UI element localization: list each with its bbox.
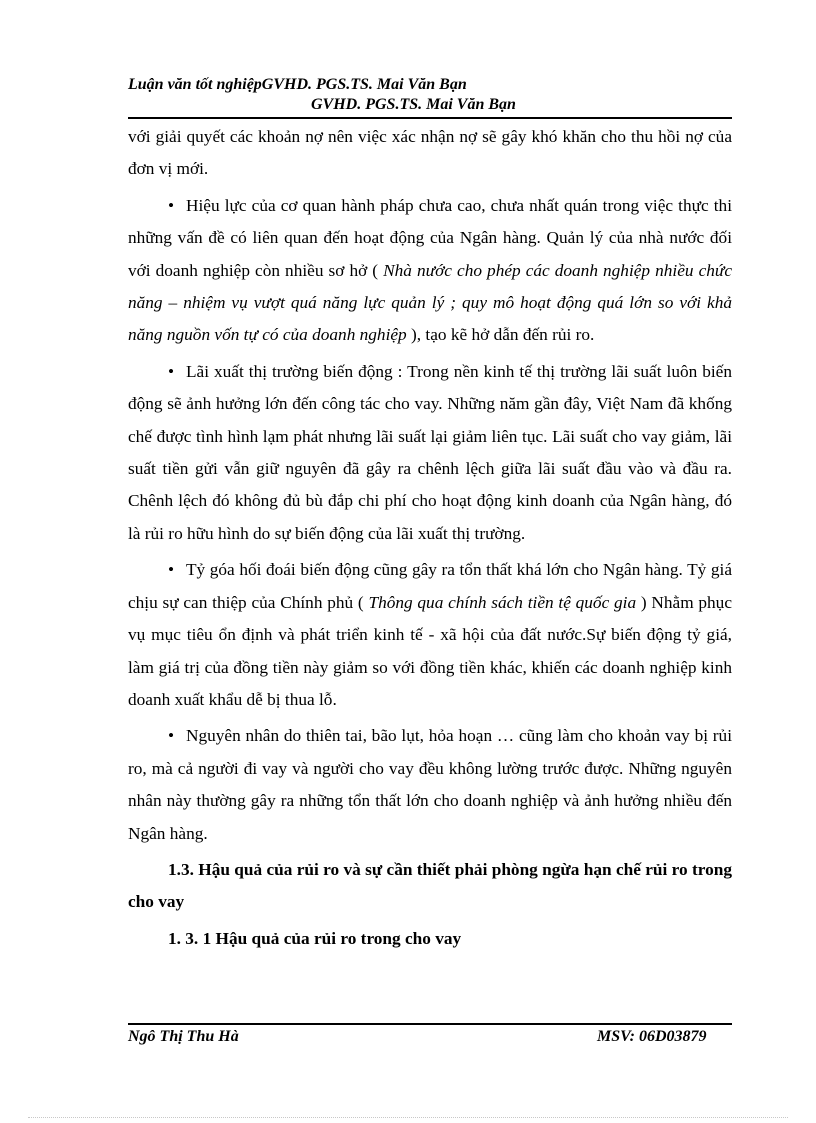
paragraph-italic: Nhà nước cho phép các doanh nghiệp nhiều chức năng – nhiệm vụ vượt quá năng lực quản lý ; quy mô hoạt động quá lớn so với khả năng nguồn vốn tự có của doanh nghiệp [128,260,732,345]
paragraph-exchange-rate [128,554,732,716]
footer-author: Ngô Thị Thu Hà [128,1028,239,1045]
paragraph-italic: Thông qua chính sách tiền tệ quốc gia [368,592,637,612]
paragraph-tail: ), tạo kẽ hở dẫn đến rủi ro. [411,325,595,345]
paragraph-text: Tỷ góa hối đoái biến động cũng gây ra tổn thất khá lớn cho Ngân hàng. Tỷ giá chịu sự can thiệp của Chính phủ ( [128,560,732,612]
footer-student-id: MSV: 06D03879 [597,1028,707,1045]
section-heading-1-3: 1.3. Hậu quả của rủi ro và sự cần thiết phải phòng ngừa hạn chế rủi ro trong cho vay [128,859,732,912]
bullet-icon: • [168,195,175,215]
paragraph-natural-disaster [128,720,732,850]
footer-rule [128,1023,732,1025]
page-edge-dotted-line [28,1117,788,1118]
bullet-icon: • [168,361,175,381]
header-rule [128,117,732,119]
body-text [128,121,732,959]
paragraph-text: Lãi xuất thị trường biến động : Trong nền kinh tế thị trường lãi suất luôn biến động sẽ ảnh hưởng lớn đến công tác cho vay. Những năm gần đây, Việt Nam đã khống chế được tình hình lạm phát nhưng lãi suất lại giảm liên tục. Lãi suất cho vay giảm, lãi suất tiền gửi vẫn giữ nguyên đã gây ra chênh lệch giữa lãi suất đầu vào và đầu ra. Chênh lệch đó không đủ bù đắp chi phí cho hoạt động kinh doanh của Ngân hàng, đó là rủi ro hữu hình do sự biến động của lãi xuất thị trường. [128,361,732,543]
paragraph-text: Nguyên nhân do thiên tai, bão lụt, hỏa hoạn … cũng làm cho khoản vay bị rủi ro, mà cả người đi vay và người cho vay đều không lường trước được. Những nguyên nhân này thường gây ra những tổn thất lớn cho doanh nghiệp và ảnh hưởng nhiều đến Ngân hàng. [128,726,732,843]
section-heading-1-3-1: 1. 3. 1 Hậu quả của rủi ro trong cho vay [168,928,462,948]
bullet-icon: • [168,560,175,580]
paragraph-continuation: với giải quyết các khoản nợ nên việc xác nhận nợ sẽ gây khó khăn cho thu hồi nợ của đơn vị mới. [128,127,732,179]
header-line-1: Luận văn tốt nghiệpGVHD. PGS.TS. Mai Văn Bạn [128,76,467,93]
paragraph-interest-rate [128,356,732,550]
bullet-icon: • [168,726,175,746]
header-line-2: GVHD. PGS.TS. Mai Văn Bạn [311,96,516,113]
paragraph-executive-power [128,190,732,352]
paragraph-text: Hiệu lực của cơ quan hành pháp chưa cao, chưa nhất quán trong việc thực thi những vấn đề có liên quan đến hoạt động của Ngân hàng. Quản lý của nhà nước đối với doanh nghiệp còn nhiều sơ hở ( [128,195,732,280]
paragraph-tail: ) Nhằm phục vụ mục tiêu ổn định và phát triển kinh tế - xã hội của đất nước.Sự biến động tỷ giá, làm giá trị của đồng tiền này giảm so với đồng tiền khác, khiến các doanh nghiệp kinh doanh xuất khẩu dễ bị thua lỗ. [128,592,732,709]
